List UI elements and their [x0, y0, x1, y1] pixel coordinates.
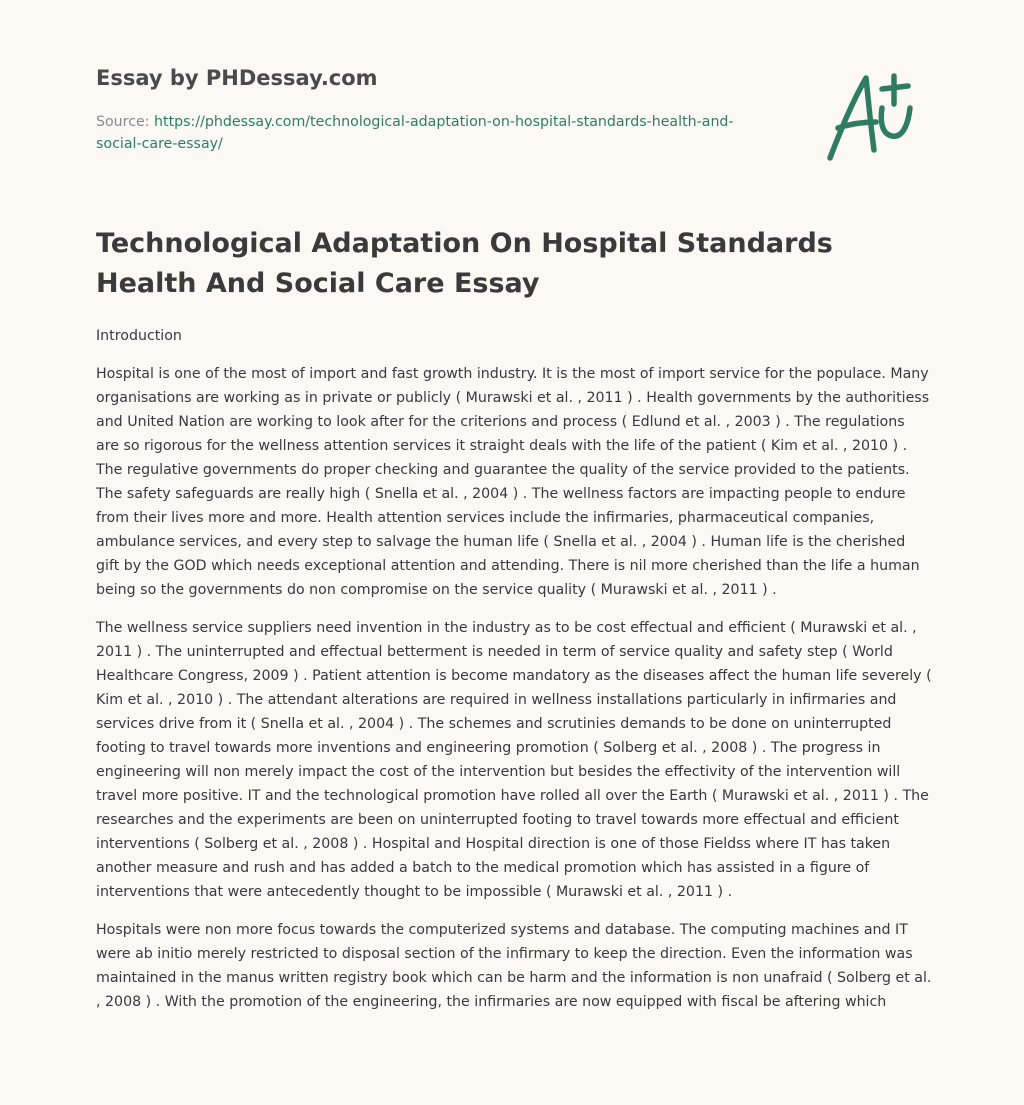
paragraph-3: Hospitals were non more focus towards the computerized systems and database. The computing machines and IT were ab initio merely restricted to disposal section of the infirmary to keep the direction. Even the information was maintained in the manus written registry book which can be harm and the information is non unafraid ( Solberg et al. , 2008 ) . With the promotion of the engineering, the infirmaries are now equipped with fiscal be aftering which	[96, 922, 932, 1010]
source-line	[96, 111, 756, 155]
section-heading: Introduction	[96, 328, 182, 344]
a-plus-icon	[816, 62, 926, 172]
paragraph-1: Hospital is one of the most of import and fast growth industry. It is the most of import service for the populace. Many organisations are working as in private or publicly ( Murawski et al. , 2011 ) . Health governments by the authoritiess and United Nation are working to look after for the criterions and process ( Edlund et al. , 2003 ) . The regulations are so rigorous for the wellness attention services it straight deals with the life of the patient ( Kim et al. , 2010 ) . The regulative governments do proper checking and guarantee the quality of the service provided to the patients. The safety safeguards are really high ( Snella et al. , 2004 ) . The wellness factors are impacting people to endure from their lives more and more. Health attention services include the infirmaries, pharmaceutical companies, ambulance services, and every step to salvage the human life ( Snella et al. , 2004 ) . Human life is the cherished gift by the GOD which needs exceptional attention and attending. There is nil more cherished than the life a human being so the governments do non compromise on the service quality ( Murawski et al. , 2011 ) .	[96, 366, 930, 598]
site-brand: Essay by PHDessay.com	[96, 66, 378, 90]
essay-title: Technological Adaptation On Hospital Standards Health And Social Care Essay	[96, 228, 833, 299]
paragraph-2: The wellness service suppliers need invention in the industry as to be cost effectual and efficient ( Murawski et al. , 2011 ) . The uninterrupted and effectual betterment is needed in term of service quality and safety step ( World Healthcare Congress, 2009 ) . Patient attention is become mandatory as the diseases affect the human life severely ( Kim et al. , 2010 ) . The attendant alterations are required in wellness installations particularly in infirmaries and services drive from it ( Snella et al. , 2004 ) . The schemes and scrutinies demands to be done on uninterrupted footing to travel towards more inventions and engineering promotion ( Solberg et al. , 2008 ) . The progress in engineering will non merely impact the cost of the intervention but besides the effectivity of the intervention will travel more positive. IT and the technological promotion have rolled all over the Earth ( Murawski et al. , 2011 ) . The researches and the experiments are been on uninterrupted footing to travel towards more effectual and efficient interventions ( Solberg et al. , 2008 ) . Hospital and Hospital direction is one of those Fieldss where IT has taken another measure and rush and has added a batch to the medical promotion which has assisted in a figure of interventions that were antecedently thought to be impossible ( Murawski et al. , 2011 ) .	[96, 620, 932, 900]
source-label: Source:	[96, 114, 155, 130]
source-link[interactable]: https://phdessay.com/technological-adaptation-on-hospital-standards-health-and-social-care-essay/	[96, 114, 734, 152]
essay-body	[96, 324, 932, 1028]
